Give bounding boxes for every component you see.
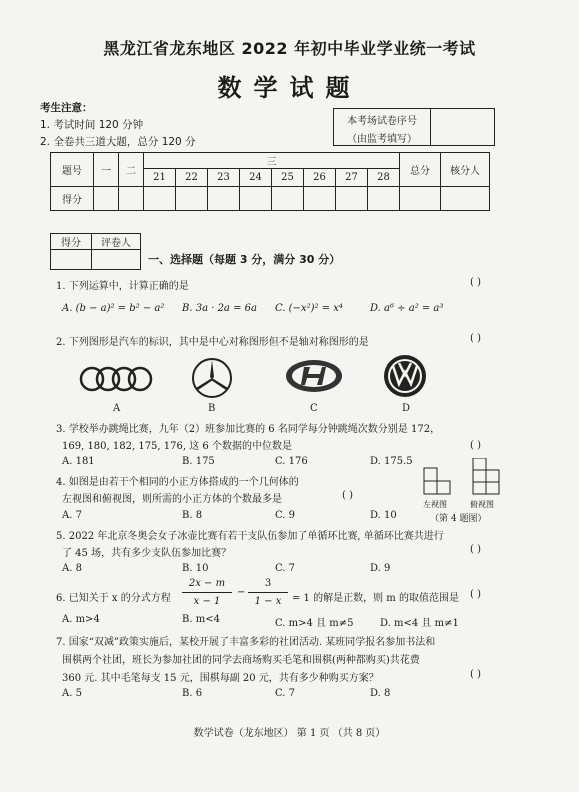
q6-option-c: C. m>4 且 m≠5: [275, 618, 354, 629]
q4-option-a: A. 7: [62, 510, 82, 521]
q7-option-d: D. 8: [370, 688, 391, 699]
q4-figure-caption: （第 4 题图）: [430, 514, 487, 524]
score-cell[interactable]: [336, 187, 368, 211]
score-subheader: 24: [240, 169, 272, 187]
q3-option-b: B. 175: [182, 456, 215, 467]
q3-option-a: A. 181: [62, 456, 95, 467]
q4-top-view-label: 俯视图: [470, 500, 494, 509]
q5-answer-paren[interactable]: ( ): [470, 544, 481, 555]
q4-view-figure: [420, 458, 520, 498]
q6-fraction2-denominator: 1 − x: [254, 596, 282, 607]
q6-fraction1-denominator: x − 1: [193, 596, 221, 607]
q2-label-a: A: [113, 403, 121, 414]
q6-prefix: 6. 已知关于 x 的分式方程: [56, 593, 171, 604]
q7-line2: 围棋两个社团，班长为参加社团的同学去商场购买毛笔和围棋(两种都购买)共花费: [62, 655, 420, 666]
score-cell[interactable]: [400, 187, 441, 211]
score-header-total: 总分: [400, 153, 441, 187]
subject-title: 数学试题: [217, 74, 362, 102]
score-row-label: 得分: [51, 187, 94, 211]
volkswagen-logo-icon: [383, 354, 427, 398]
q2-text: 2. 下列图形是汽车的标识，其中是中心对称图形但不是轴对称图形的是: [56, 337, 369, 348]
hyundai-logo-icon: [284, 358, 344, 394]
q6-fraction1-numerator: 2x − m: [188, 578, 226, 589]
q1-text: 1. 下列运算中，计算正确的是: [56, 281, 189, 292]
score-subheader: 28: [368, 169, 400, 187]
mercedes-logo-icon: [190, 356, 234, 400]
q4-left-view-label: 左视图: [423, 500, 447, 509]
q7-option-b: B. 6: [182, 688, 203, 699]
q1-option-c: C. (−x²)² = x⁴: [275, 303, 343, 314]
grader-name-label: 评卷人: [92, 234, 141, 250]
q2-label-b: B: [208, 403, 216, 414]
exam-title: 黑龙江省龙东地区 2022 年初中毕业学业统一考试: [103, 39, 476, 58]
q2-answer-paren[interactable]: ( ): [470, 333, 481, 344]
score-header-section2: 二: [119, 153, 144, 187]
q4-answer-paren[interactable]: ( ): [342, 490, 353, 501]
notice-item-2: 2. 全卷共三道大题，总分 120 分: [40, 136, 196, 148]
q4-line2: 左视图和俯视图，则所需的小正方体的个数最多是: [62, 494, 282, 505]
q6-minus-sign: −: [237, 587, 246, 598]
q6-fraction2-numerator: 3: [264, 578, 272, 589]
score-cell[interactable]: [144, 187, 176, 211]
q6-option-d: D. m<4 且 m≠1: [380, 618, 459, 629]
q6-option-a: A. m>4: [62, 614, 100, 625]
grader-score-label: 得分: [51, 234, 92, 250]
notice-item-1: 1. 考试时间 120 分钟: [40, 119, 144, 131]
q2-label-d: D: [402, 403, 411, 414]
q1-answer-paren[interactable]: ( ): [470, 277, 481, 288]
seat-box-line2: （由监考填写）: [347, 134, 417, 145]
q5-line1: 5. 2022 年北京冬奥会女子冰壶比赛有若干支队伍参加了单循环比赛, 单循环比赛共进行: [56, 531, 444, 542]
score-subheader: 25: [272, 169, 304, 187]
q7-answer-paren[interactable]: ( ): [470, 669, 481, 680]
score-header-checker: 核分人: [441, 153, 490, 187]
grader-name-cell[interactable]: [92, 250, 141, 270]
q7-line3: 360 元. 其中毛笔每支 15 元，围棋每副 20 元，共有多少种购买方案？: [62, 673, 379, 684]
q3-option-c: C. 176: [275, 456, 308, 467]
q3-answer-paren[interactable]: ( ): [470, 440, 481, 451]
q3-line2: 169, 180, 182, 175, 176, 这 6 个数据的中位数是: [62, 441, 292, 452]
q5-line2: 了 45 场，共有多少支队伍参加比赛？: [62, 548, 232, 559]
grader-score-cell[interactable]: [51, 250, 92, 270]
section1-heading: 一、选择题（每题 3 分，满分 30 分）: [148, 253, 341, 266]
score-cell[interactable]: [94, 187, 119, 211]
q4-option-d: D. 10: [370, 510, 397, 521]
seat-box-line1: 本考场试卷序号: [347, 116, 417, 127]
score-cell[interactable]: [208, 187, 240, 211]
q2-label-c: C: [310, 403, 318, 414]
q5-option-c: C. 7: [275, 563, 296, 574]
score-subheader: 27: [336, 169, 368, 187]
score-cell[interactable]: [119, 187, 144, 211]
q5-option-d: D. 9: [370, 563, 391, 574]
score-header-section3: 三: [144, 153, 400, 169]
q6-option-b: B. m<4: [182, 614, 220, 625]
score-header-section1: 一: [94, 153, 119, 187]
seat-number-box: [333, 108, 495, 146]
score-cell[interactable]: [368, 187, 400, 211]
score-subheader: 23: [208, 169, 240, 187]
score-cell[interactable]: [441, 187, 490, 211]
grader-table: [50, 233, 141, 270]
q7-option-a: A. 5: [62, 688, 82, 699]
score-cell[interactable]: [240, 187, 272, 211]
audi-logo-icon: [78, 364, 156, 394]
q1-option-b: B. 3a · 2a = 6a: [182, 303, 257, 314]
q4-option-c: C. 9: [275, 510, 296, 521]
score-table: [50, 152, 490, 211]
q6-answer-paren[interactable]: ( ): [470, 589, 481, 600]
notice-heading: 考生注意：: [40, 102, 93, 114]
score-cell[interactable]: [176, 187, 208, 211]
q5-option-a: A. 8: [62, 563, 82, 574]
q3-line1: 3. 学校举办跳绳比赛，九年（2）班参加比赛的 6 名同学每分钟跳绳次数分别是 172，: [56, 424, 441, 435]
q5-option-b: B. 10: [182, 563, 209, 574]
q4-line1: 4. 如图是由若干个相同的小正方体搭成的一个几何体的: [56, 477, 299, 488]
q3-option-d: D. 175.5: [370, 456, 413, 467]
page-footer: 数学试卷（龙东地区） 第 1 页 （共 8 页）: [193, 728, 386, 739]
q4-option-b: B. 8: [182, 510, 203, 521]
q6-suffix: = 1 的解是正数，则 m 的取值范围是: [292, 593, 459, 604]
q6-fraction2-bar: [248, 592, 288, 593]
q1-option-a: A. (b − a)² = b² − a²: [62, 303, 165, 314]
q1-option-d: D. a⁶ ÷ a² = a³: [370, 303, 444, 314]
score-subheader: 22: [176, 169, 208, 187]
q6-fraction1-bar: [182, 592, 232, 593]
score-subheader: 21: [144, 169, 176, 187]
score-subheader: 26: [304, 169, 336, 187]
score-cell[interactable]: [272, 187, 304, 211]
q7-option-c: C. 7: [275, 688, 296, 699]
score-header-number: 题号: [51, 153, 94, 187]
q7-line1: 7. 国家“双减”政策实施后，某校开展了丰富多彩的社团活动. 某班同学报名参加书法和: [56, 637, 436, 648]
score-cell[interactable]: [304, 187, 336, 211]
